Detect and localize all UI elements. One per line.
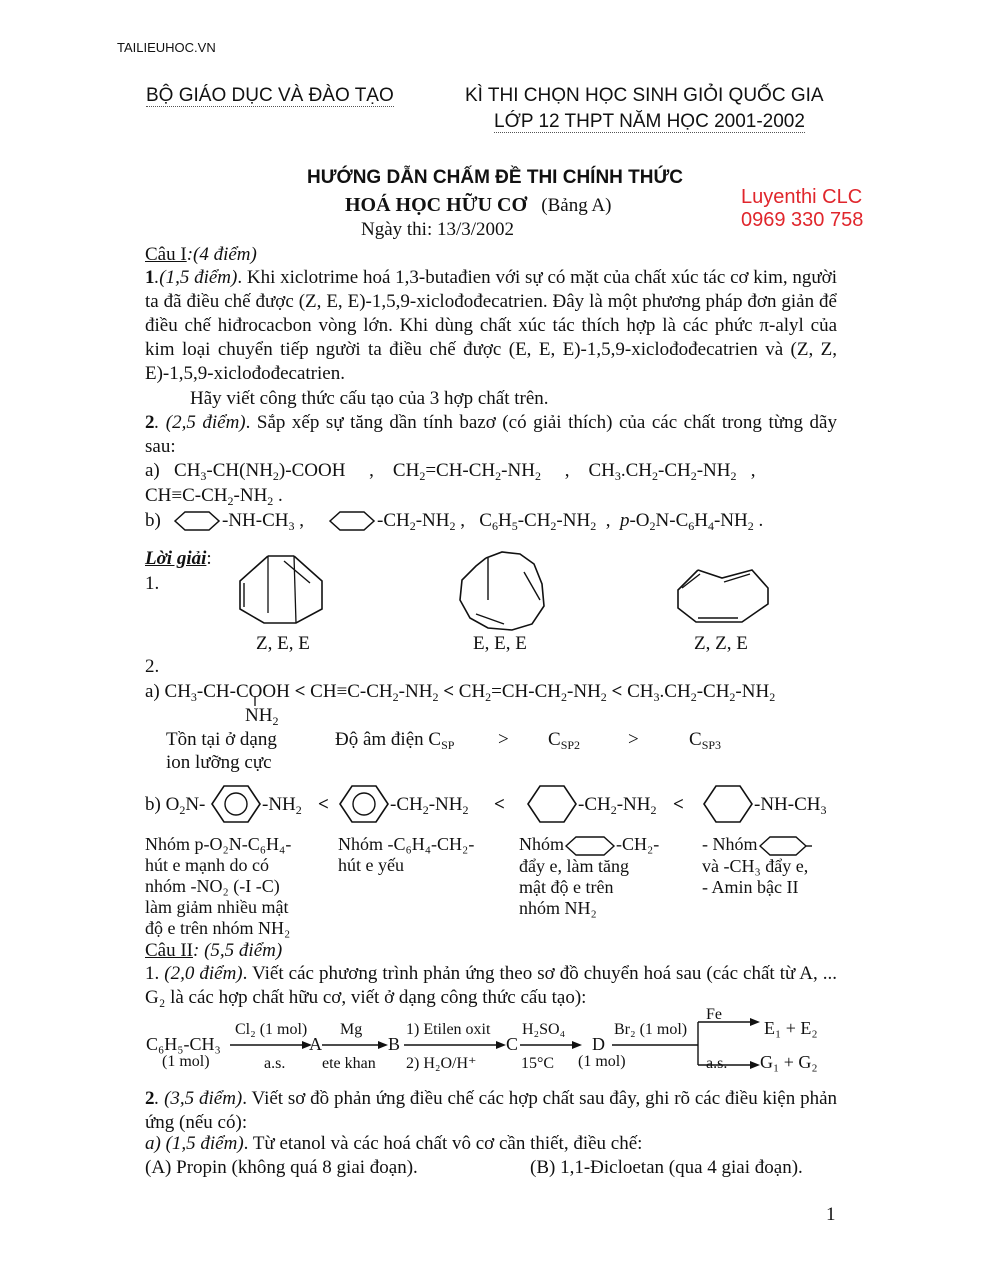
isomer-label-zze: Z, Z, E [694,633,748,654]
structure-eee-diagram [458,550,548,632]
explain-b-c3-line: Nhóm -CH₂- [519,834,660,854]
solution-heading: Lời giải: [145,548,212,569]
explain-a-gt1: > [498,729,509,750]
q1-b-rest: $-CH_2-NH_2$ , $C_6H_5-CH_2-NH_2$ , $p-O_2N-C_6H_4-NH_2$ . [377,510,764,533]
stamp-name: Luyenthi CLC [741,186,863,208]
explain-b-c1-line: làm giảm nhiều mật [145,897,289,917]
exam-year: LỚP 12 THPT NĂM HỌC 2001-2002 [494,111,805,132]
structure-zee-diagram [238,553,324,629]
scheme-start-note: (1 mol) [162,1053,210,1070]
isomer-label-zee: Z, E, E [256,633,310,654]
arrow-icon [322,1040,388,1050]
solution-b-label: b) $O_2N-$ [145,794,206,817]
scheme-step1-top: Cl₂ (1 mol) [235,1021,308,1038]
lt-sign-1: < [318,794,329,815]
explain-b-c2-line: Nhóm -C₆H₄-CH₂- [338,834,475,854]
scheme-start: C₆H₅-CH₃ [146,1034,221,1054]
explain-b-c3-line: đẩy e, làm tăng [519,855,629,876]
benzene-ring-icon [338,784,390,824]
compound-d-note: (1 mol) [578,1053,626,1070]
explain-b-c4-line: - Nhóm [702,834,812,856]
compound-d: D [592,1034,605,1054]
q1-part1-task: Hãy viết công thức cấu tạo của 3 hợp chất trên. [190,388,549,409]
explain-a-csp3: $C_{SP3}$ [689,729,722,752]
explain-b-c3-line: nhóm NH₂ [519,897,597,918]
branch-arrow-icon [612,1018,762,1072]
explain-a-gt2: > [628,729,639,750]
q1-part2-text: 2. (2,5 điểm). Sắp xếp sự tăng dần tính bazơ (có giải thích) của các chất trong từng dãy sau: [145,412,837,457]
lt-sign-2: < [494,794,505,815]
exam-title: KÌ THI CHỌN HỌC SINH GIỎI QUỐC GIA [465,85,824,106]
q2-part2-text: 2. (3,5 điểm). Viết sơ đồ phản ứng điều chế các hợp chất sau đây, ghi rõ các điều kiện phản ứng (nếu có): [145,1088,838,1133]
q2-a-line: a) (1,5 điểm). Từ etanol và các hoá chất vô cơ cần thiết, điều chế: [145,1133,643,1154]
explain-b-c2 [338,834,474,876]
structure-zze-diagram [676,566,772,624]
q2-item-a: (A) Propin (không quá 8 giai đoạn). [145,1157,418,1178]
scheme-step2-top: Mg [340,1021,363,1038]
explain-b-c3-line: mật độ e trên [519,876,614,897]
explain-b-c1 [145,834,291,939]
cyclohexane-ring-icon [526,784,578,824]
cyclohexane-ring-icon [758,836,812,856]
isomer-label-eee: E, E, E [473,633,527,654]
subject-line: HOÁ HỌC HỮU CƠ (Bảng A) [345,194,612,216]
stamp-phone: 0969 330 758 [741,209,864,231]
amino-group: $NH_2$ [245,705,279,728]
explain-a-csp2: $C_{SP2}$ [548,729,581,752]
explain-b-c4 [702,834,812,898]
scheme-step1-bottom: a.s. [264,1055,286,1072]
page-number: 1 [826,1204,836,1225]
arrow-icon [520,1040,582,1050]
source-watermark: TAILIEUHOC.VN [117,40,216,55]
q1-line-b: b) [145,510,161,531]
explain-a-c2: Độ âm điện $C_{SP}$ [335,729,455,752]
lt-sign-3: < [673,794,684,815]
nh2-group-1: $-NH_2$ [262,794,302,817]
compound-c: C [506,1034,519,1054]
solution-n1: 1. [145,573,160,594]
explain-b-c3 [519,834,659,919]
q2-heading: Câu II: (5,5 điểm) [145,940,283,961]
branch-fe: Fe [706,1006,722,1023]
q2-item-b: (B) 1,1-Đicloetan (qua 4 giai đoạn). [530,1157,803,1178]
explain-b-c1-line: Nhóm p-O₂N-C₆H₄- [145,834,292,854]
exam-date: Ngày thi: 13/3/2002 [361,219,515,240]
cyclohexane-ring-icon [174,510,220,532]
cyclohexane-ring-icon [702,784,754,824]
methylamine-tail: $-NH-CH_3$ [754,794,827,817]
explain-b-c1-line: độ e trên nhóm NH₂ [145,918,291,938]
explain-b-c1-line: hút e mạnh do có [145,855,269,875]
arrow-icon [404,1040,506,1050]
arrow-icon [230,1040,312,1050]
guide-title: HƯỚNG DẪN CHẤM ĐỀ THI CHÍNH THỨC [307,167,683,188]
cyclohexylmethylamine-tail: $-CH_2-NH_2$ [578,794,657,817]
scheme-step5: Br₂ (1 mol) [614,1021,688,1038]
compound-b: B [388,1034,401,1054]
explain-b-c2-line: hút e yếu [338,855,404,875]
scheme-step4-top: H₂SO₄ [522,1021,566,1038]
compound-a: A [309,1034,322,1054]
scheme-step3-top: 1) Etilen oxit [406,1021,491,1038]
branch-as: a.s. [706,1055,728,1072]
q2-part1-text: 1. (2,0 điểm). Viết các phương trình phản ứng theo sơ đồ chuyển hoá sau (các chất từ A, ... G₂ là các hợp chất hữu cơ, viết ở dạng công thức cấu tạo): [145,963,838,1008]
products-e: E₁ + E₂ [764,1018,818,1038]
scheme-step4-bottom: 15°C [521,1055,555,1072]
solution-n2: 2. [145,656,160,677]
ministry-name: BỘ GIÁO DỤC VÀ ĐÀO TẠO [146,85,394,106]
q1-heading: Câu I:(4 điểm) [145,244,257,265]
explain-a-c1-l1: Tồn tại ở dạng [166,729,277,750]
explain-b-c4-line: và -CH₃ đẩy e, [702,855,809,876]
cyclohexane-ring-icon [329,510,375,532]
cyclohexane-ring-icon [564,836,616,856]
q1-line-a: a) $CH_3-CH(NH_2)$-COOH , $CH_2=CH-CH_2-NH_2$ , $CH_3.CH_2-CH_2-NH_2$ , [145,460,756,483]
solution-a-order: a) $CH_3-CH$-COOH < $CH\equiv C-CH_2-NH_2 < CH_2=CH-CH_2-NH_2 < CH_3.CH_2-CH_2-NH_2$ [145,681,776,704]
explain-b-c1-line: nhóm -NO₂ (-I -C) [145,876,280,896]
products-g: G₁ + G₂ [760,1052,818,1072]
benzylamine-tail: $-CH_2-NH_2$ [390,794,469,817]
explain-b-c4-line: - Amin bậc II [702,876,799,897]
scheme-step3-bottom: 2) H₂O/H⁺ [406,1055,477,1072]
explain-a-c1-l2: ion lưỡng cực [166,752,272,773]
q1-line-a-cont: $CH\equiv C-CH_2-NH_2$ . [145,485,283,508]
benzene-ring-icon [210,784,262,824]
q1-part1-text: 1.(1,5 điểm). Khi xiclotrime hoá 1,3-butađien với sự có mặt của chất xúc tác cơ kim, người ta đã điều chế được (Z, E, E)-1,5,9-xiclođođecatrien. Đây là một phương pháp đơn giản để điều chế hiđrocacbon vòng lớn. Khi dùng chất xúc tác thích hợp là các phức π-alyl của kim loại chuyển tiếp người ta điều chế được (E, E, E)-1,5,9-xiclođođecatrien và (Z, Z, E)-1,5,9-xiclođođecatrien. [145,267,837,384]
scheme-step2-bottom: ete khan [322,1055,376,1072]
q1-b-item1: $-NH-CH_3$ , [222,510,304,533]
